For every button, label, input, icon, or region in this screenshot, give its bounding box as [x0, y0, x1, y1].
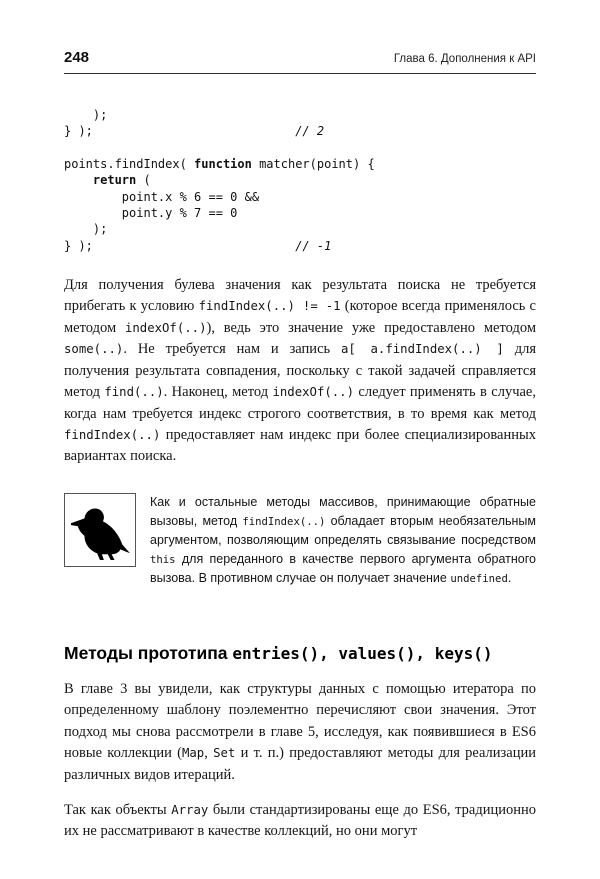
running-head: Глава 6. Дополнения к API	[393, 52, 536, 65]
code-line: point.y % 7 == 0	[64, 205, 238, 220]
code-block	[64, 107, 536, 254]
code-line: );	[64, 108, 108, 122]
note-callout	[64, 493, 536, 588]
body-paragraph: Для получения булева значения как результата поиска не требуется прибегать к условию findIndex(..) != -1 (которое всегда применялось с методом indexOf(..)), ведь это значение уже предоставлено методом some(..). Не требуется нам и запись a[ a.findIndex(..) ] для получения результата совпадения, поскольку с такой задачей справляется метод find(..). Наконец, метод indexOf(..) следует применять в случае, когда нам требуется индекс строгого соответствия, в то время как метод findIndex(..) предоставляет нам индекс при более специализированных вариантах поиска.	[64, 276, 536, 465]
code-line: points.findIndex( function matcher(point) {	[64, 156, 375, 171]
section-heading: Методы прототипа entries(), values(), keys()	[64, 642, 493, 663]
crow-icon	[69, 499, 131, 561]
code-line: );	[64, 222, 108, 237]
page-header	[64, 0, 536, 65]
code-line: } ); // 2	[64, 124, 325, 139]
note-icon-frame	[64, 493, 136, 567]
header-rule	[64, 73, 536, 74]
code-line: return (	[92, 173, 151, 188]
code-line	[64, 140, 536, 156]
code-line: point.x % 6 == 0 &&	[64, 189, 260, 204]
code-line: } ); // -1	[64, 238, 332, 253]
note-text: Как и остальные методы массивов, принимающие обратные вызовы, метод findIndex(..) обладает вторым необязательным аргументом, позволяющим определять связывание посредством this для переданного в качестве первого аргумента обратного вызова. В противном случае он получает значение undefined.	[150, 494, 536, 585]
body-paragraph: В главе 3 вы увидели, как структуры данных с помощью итератора по определенному шаблону поэлементно перечисляют свои значения. Этот подход мы снова рассмотрели в главе 5, исследуя, как появившиеся в ES6 новые коллекции (Map, Set и т. п.) предоставляют методы для реализации различных видов итераций.	[64, 680, 536, 783]
page-number: 248	[64, 49, 90, 66]
body-paragraph: Так как объекты Array были стандартизированы еще до ES6, традиционно их не рассматривают в качестве коллекций, но они могут	[64, 802, 536, 840]
